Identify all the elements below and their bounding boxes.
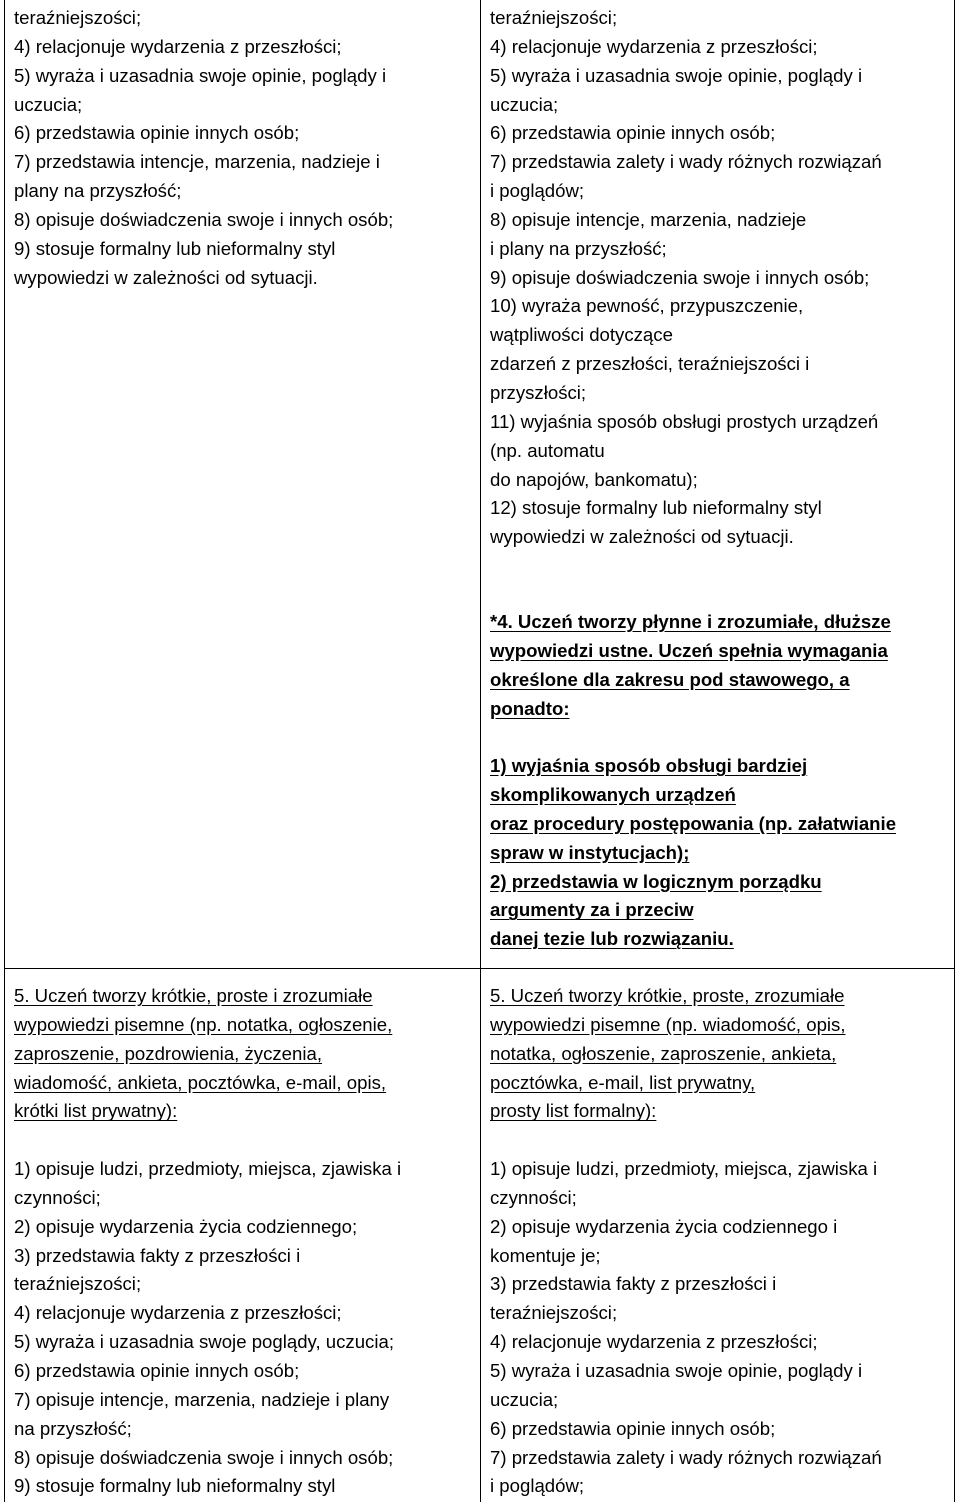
text-line: 10) wyraża pewność, przypuszczenie, xyxy=(490,295,804,317)
text-line: czynności; xyxy=(14,1186,101,1208)
text-line: danej tezie lub rozwiązaniu. xyxy=(490,928,734,950)
text-line: 1) wyjaśnia sposób obsługi bardziej xyxy=(490,755,808,777)
text-line: uczucia; xyxy=(490,93,559,115)
section-heading-line: krótki list prywatny): xyxy=(14,1100,178,1122)
right-column-bottom-cell xyxy=(490,982,882,1501)
text-line: 7) opisuje intencje, marzenia, nadzieje i plany xyxy=(14,1388,390,1410)
text-line: teraźniejszości; xyxy=(490,7,618,28)
text-line: 2) przedstawia w logicznym porządku xyxy=(490,870,822,892)
section-heading-line: notatka, ogłoszenie, zaproszenie, ankieta, xyxy=(490,1042,837,1064)
text-line: komentuje je; xyxy=(490,1244,601,1266)
table-border-right xyxy=(954,0,955,1502)
text-line: 9) stosuje formalny lub nieformalny styl xyxy=(14,1475,336,1497)
section-heading-line: prosty list formalny): xyxy=(490,1100,657,1122)
left-column-top-cell xyxy=(14,4,393,292)
text-line: do napojów, bankomatu); xyxy=(490,468,698,490)
text-line: i poglądów; xyxy=(490,1475,585,1497)
text-line: 5) wyraża i uzasadnia swoje opinie, poglądy i xyxy=(490,64,863,86)
section-heading-line: wiadomość, ankieta, pocztówka, e-mail, opis, xyxy=(14,1071,387,1093)
text-line: 7) przedstawia zalety i wady różnych rozwiązań xyxy=(490,151,882,173)
text-line: 4) relacjonuje wydarzenia z przeszłości; xyxy=(490,1331,818,1353)
text-line: wypowiedzi w zależności od sytuacji. xyxy=(490,526,794,548)
left-column-bottom-cell xyxy=(14,982,401,1501)
text-line: 8) opisuje doświadczenia swoje i innych osób; xyxy=(14,208,394,230)
text-line: 6) przedstawia opinie innych osób; xyxy=(14,1359,300,1381)
text-line: 8) opisuje intencje, marzenia, nadzieje xyxy=(490,208,807,230)
section-heading-line: wypowiedzi pisemne (np. wiadomość, opis, xyxy=(490,1013,846,1035)
text-line: (np. automatu xyxy=(490,439,605,461)
text-line: 2) opisuje wydarzenia życia codziennego i xyxy=(490,1215,838,1237)
spacer xyxy=(490,1126,882,1155)
table-row-divider xyxy=(4,968,955,969)
text-line: na przyszłość; xyxy=(14,1417,132,1439)
text-line: oraz procedury postępowania (np. załatwianie xyxy=(490,812,897,834)
spacer xyxy=(490,723,896,752)
section-heading-line: 5. Uczeń tworzy krótkie, proste, zrozumiałe xyxy=(490,985,845,1006)
text-line: 3) przedstawia fakty z przeszłości i xyxy=(490,1273,777,1295)
table-border-left xyxy=(4,0,5,1502)
text-line: 4) relacjonuje wydarzenia z przeszłości; xyxy=(14,1302,342,1324)
spacer xyxy=(14,1126,401,1155)
text-line: 7) przedstawia zalety i wady różnych rozwiązań xyxy=(490,1446,882,1468)
section-heading-line: *4. Uczeń tworzy płynne i zrozumiałe, dłuższe xyxy=(490,611,891,632)
text-line: 12) stosuje formalny lub nieformalny styl xyxy=(490,497,822,519)
text-line: 6) przedstawia opinie innych osób; xyxy=(490,122,776,144)
text-line: 5) wyraża i uzasadnia swoje opinie, poglądy i xyxy=(490,1359,863,1381)
text-line: wątpliwości dotyczące xyxy=(490,324,673,346)
text-line: i poglądów; xyxy=(490,180,585,202)
text-line: przyszłości; xyxy=(490,381,587,403)
text-line: czynności; xyxy=(490,1186,577,1208)
extended-requirements-section xyxy=(490,608,896,954)
text-line: teraźniejszości; xyxy=(490,1302,618,1324)
section-heading-line: wypowiedzi pisemne (np. notatka, ogłoszenie, xyxy=(14,1013,393,1035)
text-line: plany na przyszłość; xyxy=(14,180,182,202)
section-heading-line: wypowiedzi ustne. Uczeń spełnia wymagania xyxy=(490,639,888,661)
text-line: 1) opisuje ludzi, przedmioty, miejsca, zjawiska i xyxy=(14,1158,402,1180)
text-line: uczucia; xyxy=(14,93,83,115)
table-column-divider xyxy=(480,0,481,1502)
text-line: 11) wyjaśnia sposób obsługi prostych urządzeń xyxy=(490,410,879,432)
text-line: 5) wyraża i uzasadnia swoje opinie, poglądy i xyxy=(14,64,387,86)
right-column-top-cell xyxy=(490,4,882,552)
text-line: skomplikowanych urządzeń xyxy=(490,784,736,806)
text-line: 4) relacjonuje wydarzenia z przeszłości; xyxy=(490,35,818,57)
text-line: uczucia; xyxy=(490,1388,559,1410)
section-heading-line: określone dla zakresu pod stawowego, a xyxy=(490,668,850,690)
text-line: 1) opisuje ludzi, przedmioty, miejsca, zjawiska i xyxy=(490,1158,878,1180)
text-line: 6) przedstawia opinie innych osób; xyxy=(490,1417,776,1439)
text-line: teraźniejszości; xyxy=(14,7,142,28)
section-heading-line: 5. Uczeń tworzy krótkie, proste i zrozumiałe xyxy=(14,985,373,1006)
text-line: 4) relacjonuje wydarzenia z przeszłości; xyxy=(14,35,342,57)
text-line: 2) opisuje wydarzenia życia codziennego; xyxy=(14,1215,358,1237)
section-heading-line: zaproszenie, pozdrowienia, życzenia, xyxy=(14,1042,322,1064)
text-line: wypowiedzi w zależności od sytuacji. xyxy=(14,266,318,288)
text-line: 9) stosuje formalny lub nieformalny styl xyxy=(14,237,336,259)
text-line: 3) przedstawia fakty z przeszłości i xyxy=(14,1244,301,1266)
text-line: 9) opisuje doświadczenia swoje i innych osób; xyxy=(490,266,870,288)
text-line: zdarzeń z przeszłości, teraźniejszości i xyxy=(490,353,810,375)
text-line: 8) opisuje doświadczenia swoje i innych osób; xyxy=(14,1446,394,1468)
text-line: 7) przedstawia intencje, marzenia, nadzieje i xyxy=(14,151,380,173)
text-line: argumenty za i przeciw xyxy=(490,899,694,921)
text-line: 6) przedstawia opinie innych osób; xyxy=(14,122,300,144)
text-line: teraźniejszości; xyxy=(14,1273,142,1295)
section-heading-line: ponadto: xyxy=(490,697,570,719)
text-line: i plany na przyszłość; xyxy=(490,237,667,259)
text-line: spraw w instytucjach); xyxy=(490,841,690,863)
section-heading-line: pocztówka, e-mail, list prywatny, xyxy=(490,1071,756,1093)
text-line: 5) wyraża i uzasadnia swoje poglądy, uczucia; xyxy=(14,1331,394,1353)
